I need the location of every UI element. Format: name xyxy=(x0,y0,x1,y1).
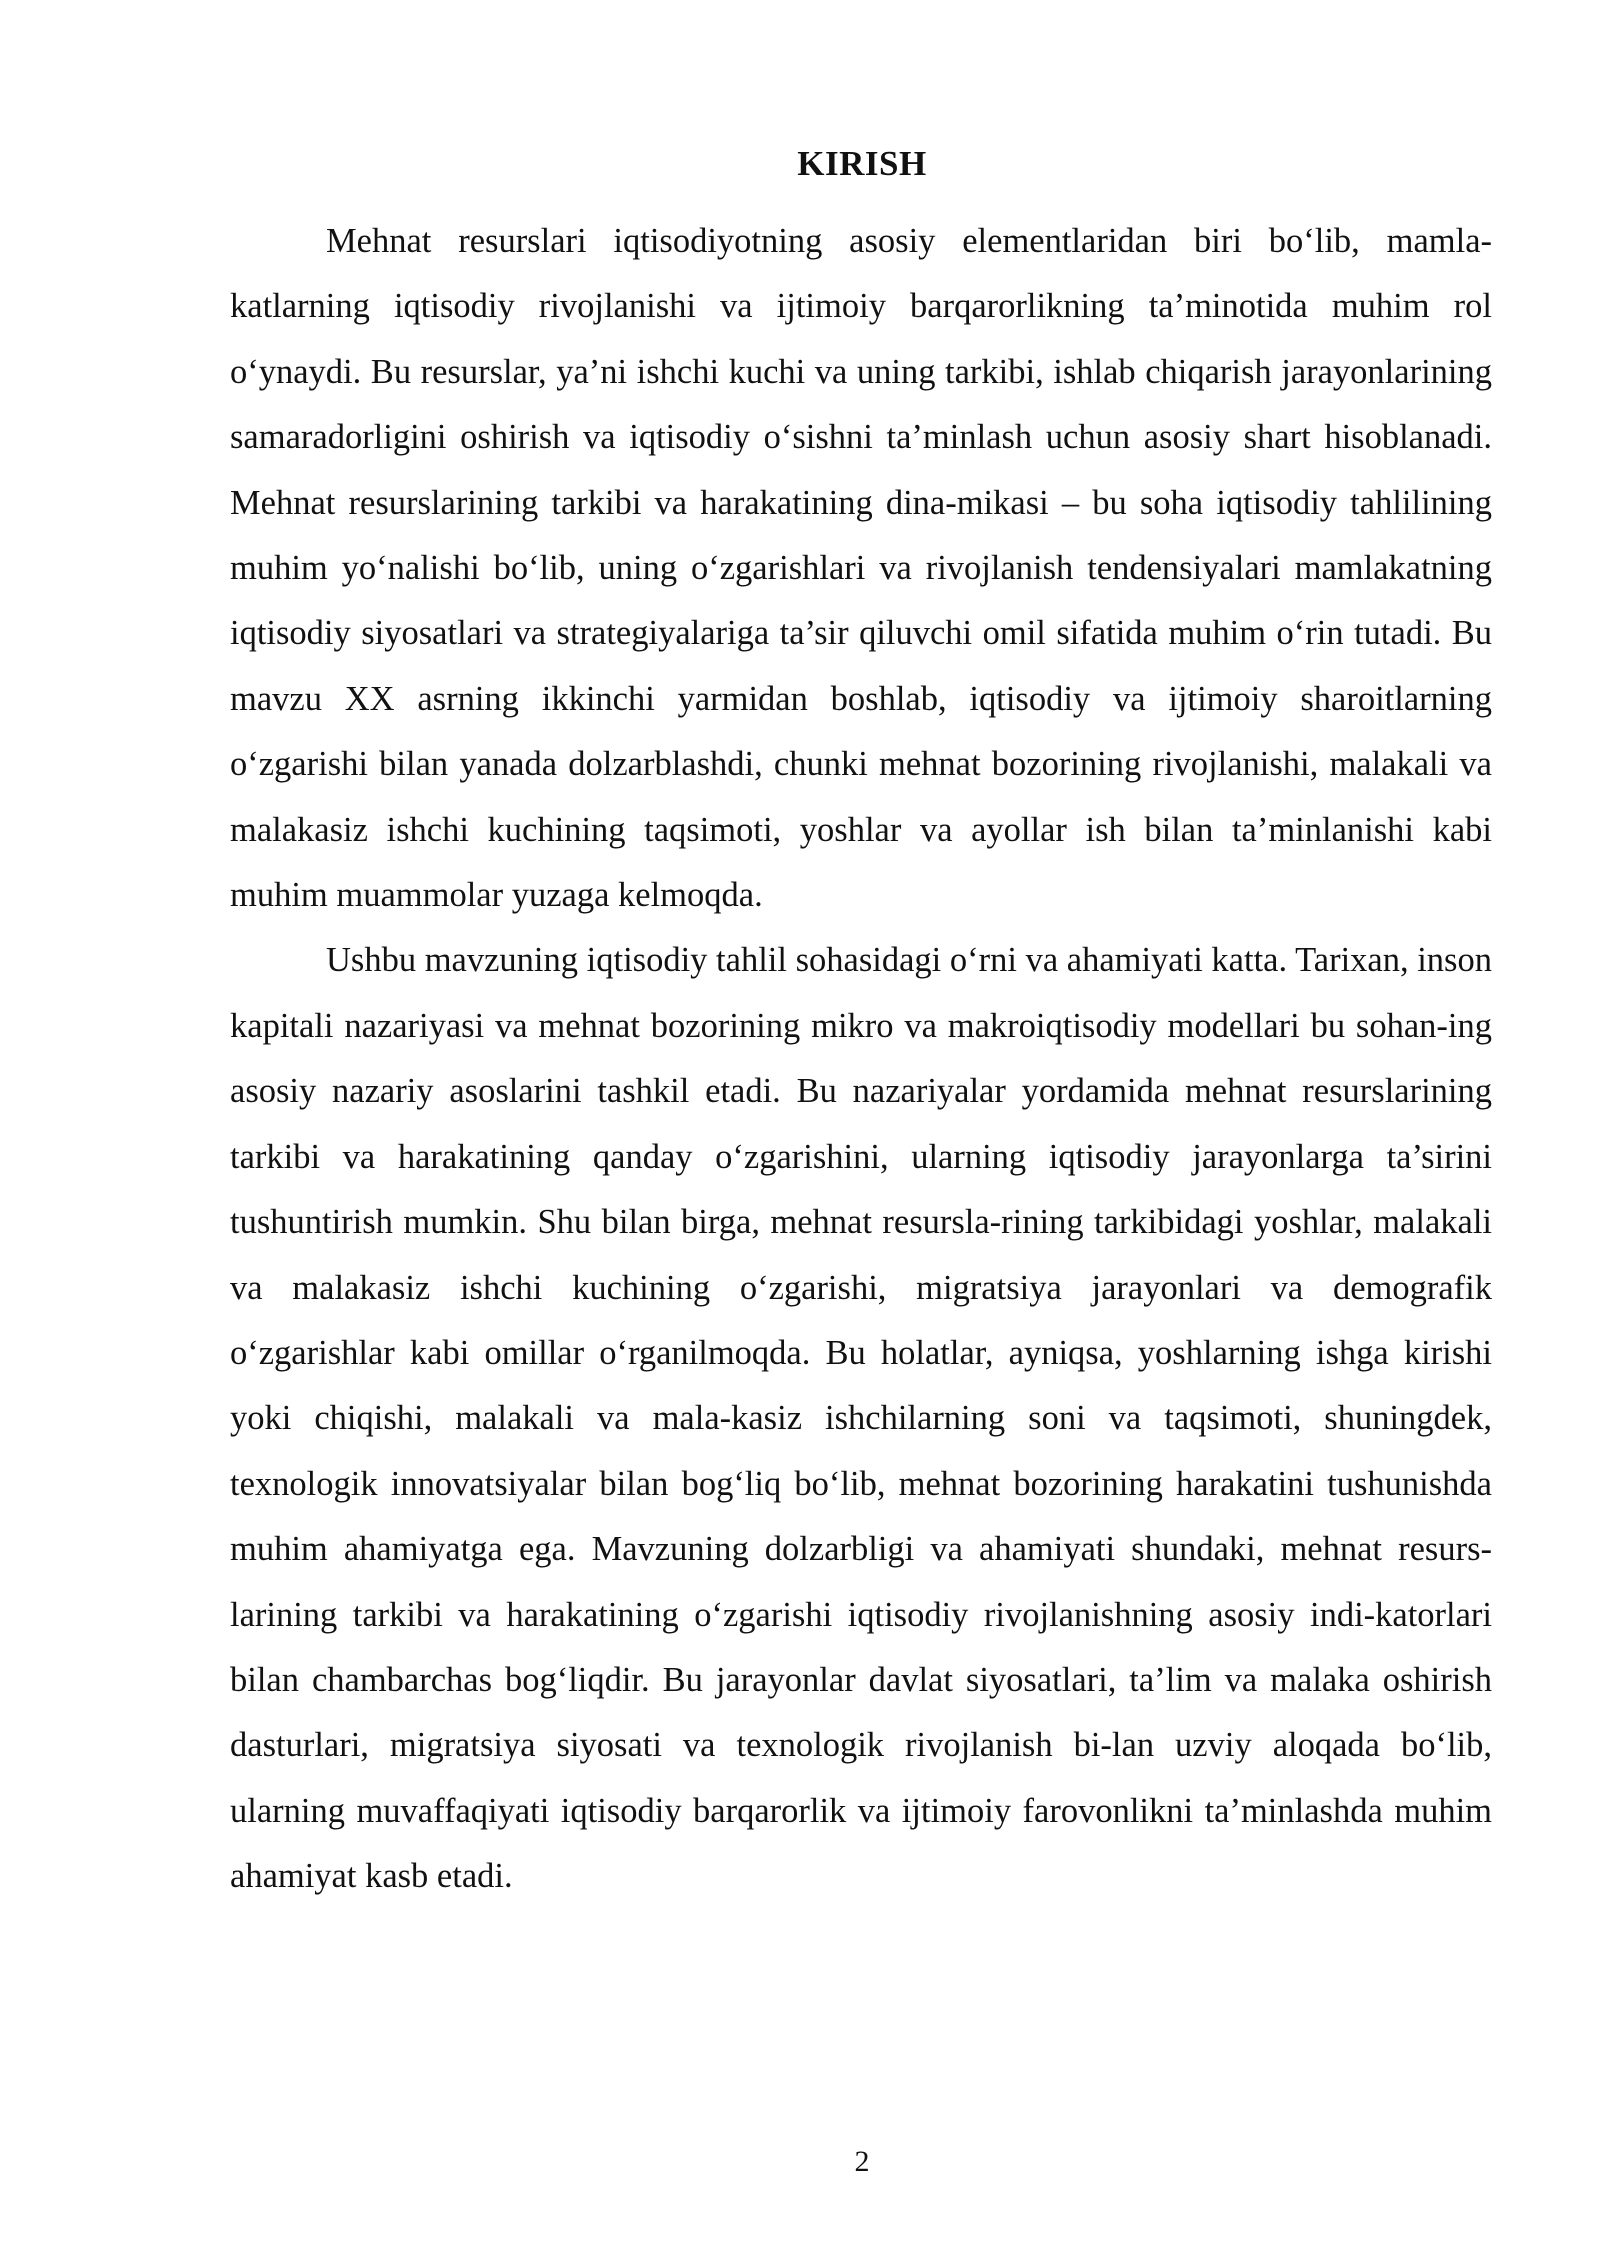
paragraph-1: Mehnat resurslari iqtisodiyotning asosiy elementlaridan biri bo‘lib, mamla-katlarning iqtisodiy rivojlanishi va ijtimoiy barqarorlikning ta’minotida muhim rol o‘ynaydi. Bu resurslar, ya’ni ishchi kuchi va uning tarkibi, ishlab chiqarish jarayonlarining samaradorligini oshirish va iqtisodiy o‘sishni ta’minlash uchun asosiy shart hisoblanadi. Mehnat resurslarining tarkibi va harakatining dina-mikasi – bu soha iqtisodiy tahlilining muhim yo‘nalishi bo‘lib, uning o‘zgarishlari va rivojlanish tendensiyalari mamlakatning iqtisodiy siyosatlari va strategiyalariga ta’sir qiluvchi omil sifatida muhim o‘rin tutadi. Bu mavzu XX asrning ikkinchi yarmidan boshlab, iqtisodiy va ijtimoiy sharoitlarning o‘zgarishi bilan yanada dolzarblashdi, chunki mehnat bozorining rivojlanishi, malakali va malakasiz ishchi kuchining taqsimoti, yoshlar va ayollar ish bilan ta’minlanishi kabi muhim muammolar yuzaga kelmoqda. xyxy=(230,222,1492,915)
page-number: 2 xyxy=(854,2145,870,2178)
section-heading: KIRISH xyxy=(797,144,927,183)
body-text xyxy=(230,209,1492,1910)
paragraph-2: Ushbu mavzuning iqtisodiy tahlil sohasidagi o‘rni va ahamiyati katta. Tarixan, inson kapitali nazariyasi va mehnat bozorining mikro va makroiqtisodiy modellari bu sohan-ing asosiy nazariy asoslarini tashkil etadi. Bu nazariyalar yordamida mehnat resurslarining tarkibi va harakatining qanday o‘zgarishini, ularning iqtisodiy jarayonlarga ta’sirini tushuntirish mumkin. Shu bilan birga, mehnat resursla-rining tarkibidagi yoshlar, malakali va malakasiz ishchi kuchining o‘zgarishi, migratsiya jarayonlari va demografik o‘zgarishlar kabi omillar o‘rganilmoqda. Bu holatlar, ayniqsa, yoshlarning ishga kirishi yoki chiqishi, malakali va mala-kasiz ishchilarning soni va taqsimoti, shuningdek, texnologik innovatsiyalar bilan bog‘liq bo‘lib, mehnat bozorining harakatini tushunishda muhim ahamiyatga ega. Mavzuning dolzarbligi va ahamiyati shundaki, mehnat resurs-larining tarkibi va harakatining o‘zgarishi iqtisodiy rivojlanishning asosiy indi-katorlari bilan chambarchas bog‘liqdir. Bu jarayonlar davlat siyosatlari, ta’lim va malaka oshirish dasturlari, migratsiya siyosati va texnologik rivojlanish bi-lan uzviy aloqada bo‘lib, ularning muvaffaqiyati iqtisodiy barqarorlik va ijtimoiy farovonlikni ta’minlashda muhim ahamiyat kasb etadi. xyxy=(230,941,1492,1896)
